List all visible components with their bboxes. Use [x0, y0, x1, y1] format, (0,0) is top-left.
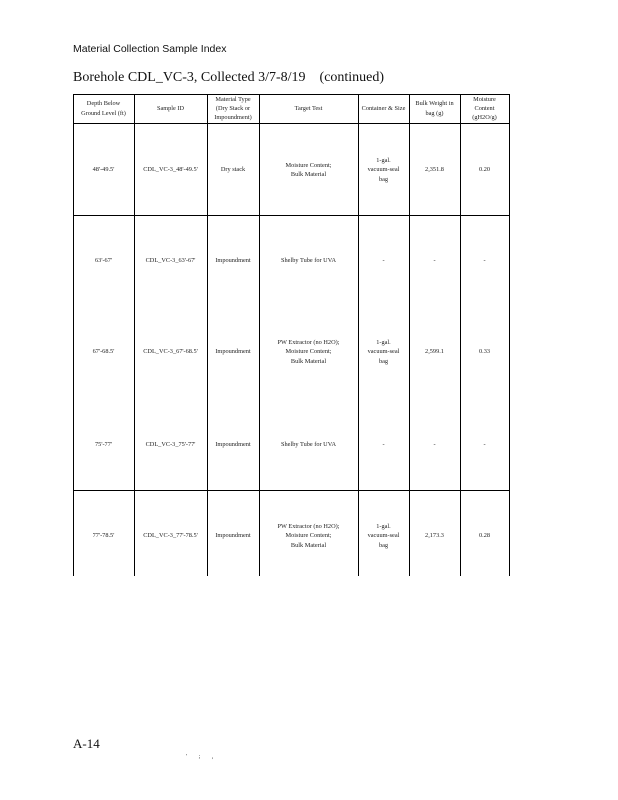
header-bulk-weight: Bulk Weight in bag (g) [415, 100, 454, 117]
cell-target-test: Moisture Content; Bulk Material [285, 161, 332, 178]
header-container: Container & Size [361, 104, 406, 112]
cell-depth: 67'-68.5' [92, 348, 115, 356]
title-continued: (continued) [319, 70, 385, 85]
cell-target-test: PW Extractor (no H2O); Moisture Content; Bulk Material [277, 523, 340, 549]
document-header-label: Material Collection Sample Index [73, 43, 227, 55]
cell-moisture: 0.33 [478, 348, 491, 356]
cell-target-test: Shelby Tube for UVA [281, 257, 336, 265]
cell-moisture: 0.20 [478, 166, 491, 174]
page-number: A-14 [73, 736, 100, 751]
header-target-test: Target Test [294, 104, 323, 112]
cell-bulk-weight: - [433, 441, 436, 449]
cell-bulk-weight: 2,351.8 [425, 166, 444, 174]
cell-container: 1-gal. vacuum-seal bag [367, 339, 400, 365]
row1-bottom-rule [73, 215, 509, 216]
title-text: Borehole CDL_VC-3, Collected 3/7-8/19 [73, 70, 306, 85]
header-depth: Depth Below Ground Level (ft) [81, 100, 126, 117]
cell-container: - [382, 257, 385, 265]
cell-depth: 75'-77' [95, 441, 112, 449]
header-material-type: Material Type (Dry Stack or Impoundment) [214, 95, 252, 122]
cell-material-type: Impoundment [215, 441, 251, 449]
row4-bottom-rule [73, 490, 509, 491]
cell-sample-id: CDL_VC-3_75'-77' [145, 441, 196, 449]
sample-index-table [73, 94, 509, 576]
cell-container: 1-gal. vacuum-seal bag [367, 523, 400, 549]
cell-sample-id: CDL_VC-3_67'-68.5' [143, 348, 198, 356]
cell-moisture: - [483, 441, 486, 449]
cell-container: - [382, 441, 385, 449]
cell-bulk-weight: 2,599.1 [425, 348, 444, 356]
cell-material-type: Impoundment [215, 348, 251, 356]
cell-depth: 48'-49.5' [92, 166, 115, 174]
cell-sample-id: CDL_VC-3_48'-49.5' [143, 166, 198, 174]
borehole-title [73, 70, 384, 86]
cell-material-type: Impoundment [215, 532, 251, 540]
cell-moisture: - [483, 257, 486, 265]
cell-target-test: Shelby Tube for UVA [281, 441, 336, 449]
cell-material-type: Impoundment [215, 257, 251, 265]
header-moisture: Moisture Content (gH2O/g) [472, 95, 497, 122]
cell-sample-id: CDL_VC-3_77'-78.5' [143, 532, 198, 540]
col-right-rule [509, 94, 510, 576]
cell-moisture: 0.28 [478, 532, 491, 540]
cell-depth: 63'-67' [95, 257, 112, 265]
header-sample-id: Sample ID [156, 104, 185, 112]
cell-sample-id: CDL_VC-3_63'-67' [145, 257, 196, 265]
cell-bulk-weight: - [433, 257, 436, 265]
header-bottom-rule [73, 123, 509, 124]
cell-material-type: Dry stack [220, 166, 246, 174]
cell-container: 1-gal. vacuum-seal bag [367, 157, 400, 183]
cell-depth: 77'-78.5' [92, 532, 115, 540]
footer-marks: ' ; , [186, 754, 219, 760]
cell-target-test: PW Extractor (no H2O); Moisture Content; Bulk Material [277, 339, 340, 365]
cell-bulk-weight: 2,173.3 [425, 532, 444, 540]
